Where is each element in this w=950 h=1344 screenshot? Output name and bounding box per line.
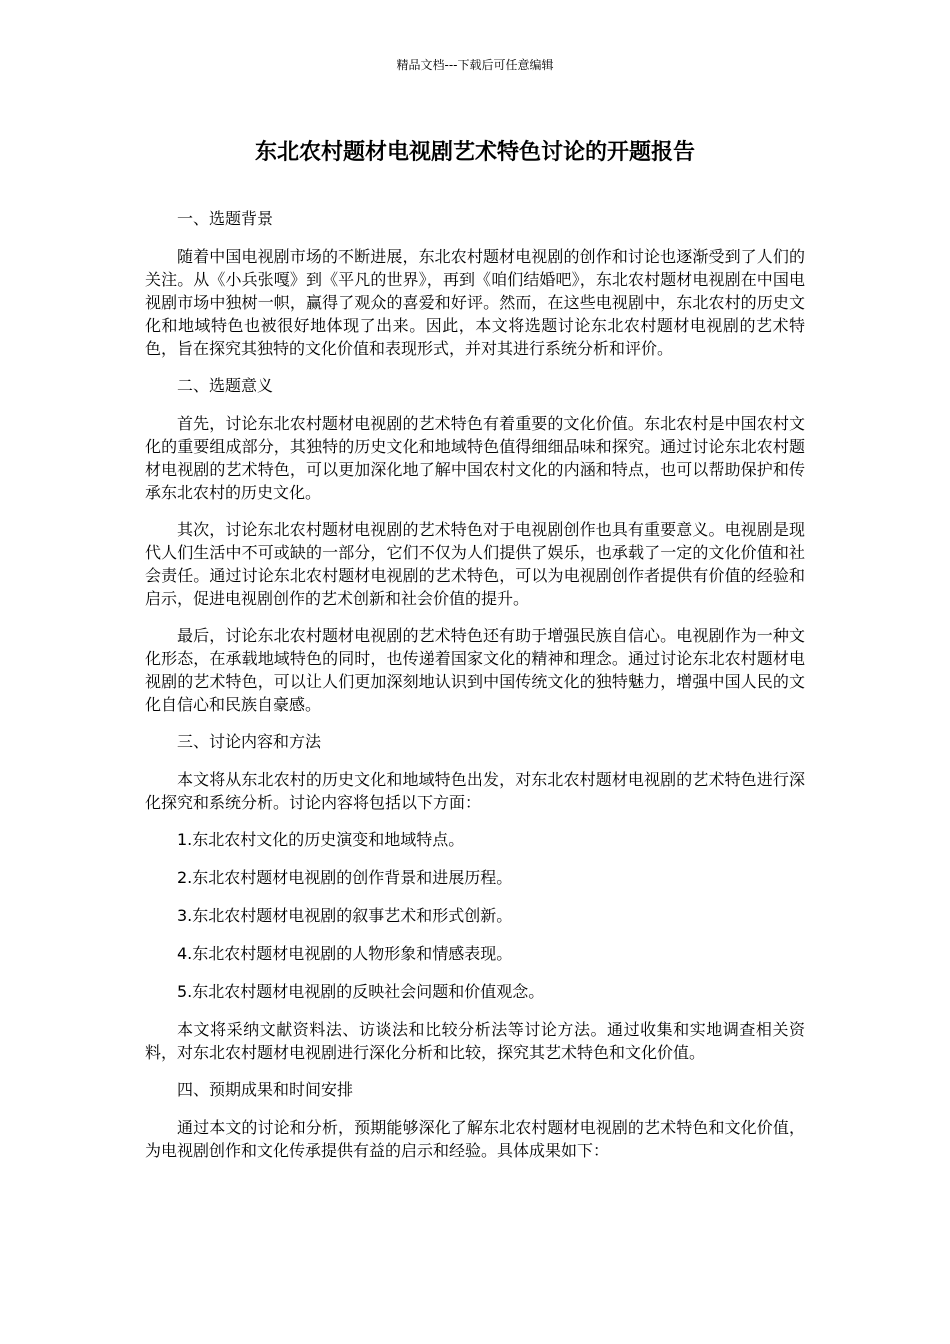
list-item: 5.东北农村题材电视剧的反映社会问题和价值观念。	[177, 982, 545, 1001]
section-heading-outcomes: 四、预期成果和时间安排	[177, 1080, 354, 1099]
page-header-note: 精品文档---下载后可任意编辑	[396, 58, 554, 72]
document-title: 东北农村题材电视剧艺术特色讨论的开题报告	[254, 140, 695, 165]
section-heading-significance: 二、选题意义	[177, 376, 274, 395]
list-item: 3.东北农村题材电视剧的叙事艺术和形式创新。	[177, 906, 513, 925]
document-body	[145, 207, 805, 1176]
paragraph-methods: 本文将采纳文献资料法、访谈法和比较分析法等讨论方法。通过收集和实地调查相关资料，对东北农村题材电视剧进行深化分析和比较，探究其艺术特色和文化价值。	[145, 1020, 805, 1062]
paragraph-outcomes: 通过本文的讨论和分析，预期能够深化了解东北农村题材电视剧的艺术特色和文化价值，为电视剧创作和文化传承提供有益的启示和经验。具体成果如下：	[145, 1118, 805, 1160]
list-item: 1.东北农村文化的历史演变和地域特点。	[177, 830, 465, 849]
paragraph-background: 随着中国电视剧市场的不断进展，东北农村题材电视剧的创作和讨论也逐渐受到了人们的关注。从《小兵张嘎》到《平凡的世界》，再到《咱们结婚吧》，东北农村题材电视剧在中国电视剧市场中独树一帜，赢得了观众的喜爱和好评。然而，在这些电视剧中，东北农村的历史文化和地域特色也被很好地体现了出来。因此，本文将选题讨论东北农村题材电视剧的艺术特色，旨在探究其独特的文化价值和表现形式，并对其进行系统分析和评价。	[145, 247, 805, 358]
paragraph-significance-first: 首先，讨论东北农村题材电视剧的艺术特色有着重要的文化价值。东北农村是中国农村文化的重要组成部分，其独特的历史文化和地域特色值得细细品味和探究。通过讨论东北农村题材电视剧的艺术特色，可以更加深化地了解中国农村文化的内涵和特点，也可以帮助保护和传承东北农村的历史文化。	[145, 414, 805, 502]
paragraph-significance-third: 最后，讨论东北农村题材电视剧的艺术特色还有助于增强民族自信心。电视剧作为一种文化形态，在承载地域特色的同时，也传递着国家文化的精神和理念。通过讨论东北农村题材电视剧的艺术特色，可以让人们更加深刻地认识到中国传统文化的独特魅力，增强中国人民的文化自信心和民族自豪感。	[145, 626, 805, 714]
list-item: 4.东北农村题材电视剧的人物形象和情感表现。	[177, 944, 513, 963]
section-heading-background: 一、选题背景	[177, 209, 274, 228]
list-item: 2.东北农村题材电视剧的创作背景和进展历程。	[177, 868, 513, 887]
paragraph-content-intro: 本文将从东北农村的历史文化和地域特色出发，对东北农村题材电视剧的艺术特色进行深化探究和系统分析。讨论内容将包括以下方面：	[145, 770, 805, 812]
section-heading-content-methods: 三、讨论内容和方法	[177, 732, 322, 751]
paragraph-significance-second: 其次，讨论东北农村题材电视剧的艺术特色对于电视剧创作也具有重要意义。电视剧是现代人们生活中不可或缺的一部分，它们不仅为人们提供了娱乐，也承载了一定的文化价值和社会责任。通过讨论东北农村题材电视剧的艺术特色，可以为电视剧创作者提供有价值的经验和启示，促进电视剧创作的艺术创新和社会价值的提升。	[145, 520, 805, 608]
